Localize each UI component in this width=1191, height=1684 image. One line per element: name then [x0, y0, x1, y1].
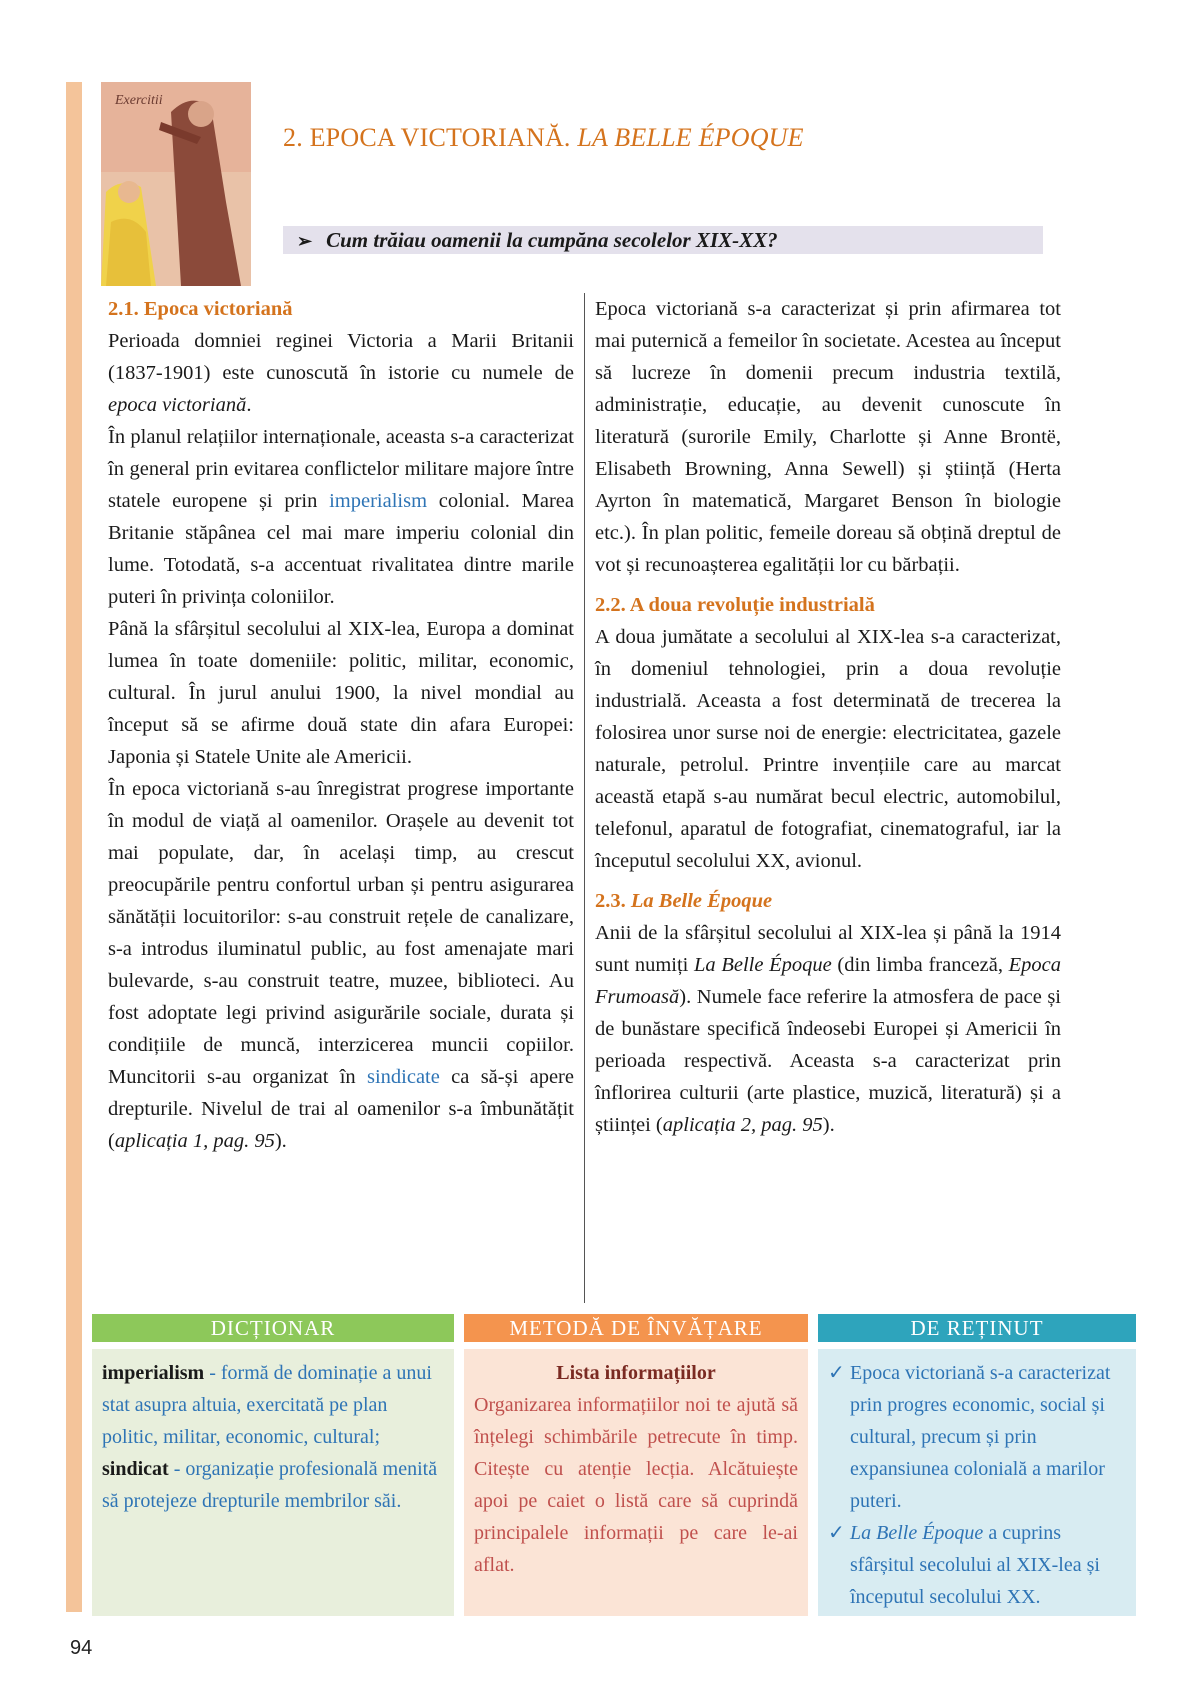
- paragraph: În planul relațiilor internaționale, aceasta s-a caracterizat în general prin evitarea conflictelor militare majore între statele europene și prin imperialism colonial. Marea Britanie stăpânea cel mai mare imperiu colonial din lume. Totodată, s-a accentuat rivalitatea dintre marile puteri în privința coloniilor.: [108, 426, 574, 608]
- paragraph: Perioada domniei reginei Victoria a Marii Britanii (1837-1901) este cunoscută în istorie cu numele de epoca victoriană.: [108, 330, 574, 416]
- lesson-illustration: [101, 82, 251, 286]
- column-divider: [584, 293, 585, 1303]
- keyword-sindicate[interactable]: sindicate: [366, 1066, 440, 1088]
- checkmark-icon: ✓: [828, 1362, 845, 1384]
- learning-method-box: [464, 1314, 808, 1616]
- keyword-imperialism[interactable]: imperialism: [329, 490, 428, 512]
- section-title-industrial-revolution: 2.2. A doua revoluție industrială: [595, 594, 875, 616]
- paragraph: Până la sfârșitul secolului al XIX-lea, Europa a dominat lumea în toate domeniile: politic, militar, economic, cultural. În jurul anului 1900, la nivel mondial au început să se afirme două state din afara Europei: Japonia și Statele Unite ale Americii.: [108, 618, 574, 768]
- illustration-caption: Exercitii: [115, 93, 163, 108]
- poster-illustration-image: [101, 82, 251, 286]
- remember-box: [818, 1314, 1136, 1616]
- learning-method-heading: METODĂ DE ÎNVĂȚARE: [464, 1314, 808, 1342]
- dictionary-box: [92, 1314, 454, 1616]
- paragraph: A doua jumătate a secolului al XIX-lea s-a caracterizat, în domeniul tehnologiei, prin a doua revoluție industrială. Aceasta a fost determinată de trecerea la folosirea unor surse noi de energie: electricitatea, gazele naturale, petrolul. Printre invențiile care au marcat această etapă s-au numărat becul electric, automobilul, telefonul, aparatul de fotografiat, cinematograful, iar la începutul secolului XX, avionul.: [595, 626, 1061, 872]
- remember-item: ✓ La Belle Époque a cuprins sfârșitul secolului al XIX-lea și începutul secolului XX.: [828, 1517, 1126, 1613]
- guiding-question-text: Cum trăiau oamenii la cumpăna secolelor XIX-XX?: [326, 228, 778, 252]
- remember-item: ✓ Epoca victoriană s-a caracterizat prin progres economic, social și cultural, precum și prin expansiunea colonială a marilor puteri.: [828, 1357, 1126, 1517]
- remember-body: [818, 1349, 1136, 1616]
- decorative-side-bar: [66, 82, 82, 1612]
- page-number: 94: [70, 1637, 93, 1659]
- arrow-icon: ➢: [297, 231, 313, 251]
- definition-imperialism: - formă de dominație a unui stat asupra altuia, exercitată pe plan politic, militar, economic, cultural;: [102, 1362, 432, 1448]
- term-imperialism: imperialism: [102, 1362, 205, 1384]
- dictionary-heading: DICȚIONAR: [92, 1314, 454, 1342]
- dictionary-body: [92, 1349, 454, 1616]
- checkmark-icon: ✓: [828, 1522, 845, 1544]
- paragraph: În epoca victoriană s-au înregistrat progrese importante în modul de viață al oamenilor. Orașele au devenit tot mai populate, dar, în același timp, au crescut preocupările pentru confortul urban și pentru asigurarea sănătății locuitorilor: s-au construit rețele de canalizare, s-a introdus iluminatul public, au fost amenajate mari bulevarde, s-au construit teatre, muzee, biblioteci. Au fost adoptate legi privind asigurările sociale, durata și condițiile de muncă, interzicerea muncii copiilor. Muncitorii s-au organizat în sindicate ca să-și apere drepturile. Nivelul de trai al oamenilor s-a îmbunătățit (aplicația 1, pag. 95).: [108, 778, 574, 1152]
- section-title-belle-epoque: 2.3. La Belle Époque: [595, 890, 773, 912]
- learning-method-subtitle: Lista informațiilor: [556, 1362, 716, 1384]
- learning-method-text: Organizarea informațiilor noi te ajută să înțelegi schimbările petrecute în timp. Citește cu atenție lecția. Alcătuiește apoi pe caiet o listă care să cuprindă principalele informații pe care le-ai aflat.: [474, 1394, 798, 1576]
- learning-method-body: [464, 1349, 808, 1616]
- right-column: [595, 293, 1061, 1141]
- definition-sindicat: - organizație profesională menită să protejeze drepturile membrilor săi.: [102, 1458, 438, 1512]
- paragraph: Anii de la sfârșitul secolului al XIX-lea și până la 1914 sunt numiți La Belle Époque (din limba franceză, Epoca Frumoasă). Numele face referire la atmosfera de pace și de bunăstare specifică îndeosebi Europei și Americii în perioada respectivă. Aceasta s-a caracterizat prin înflorirea culturii (arte plastice, muzică, literatură) și a științei (aplicația 2, pag. 95).: [595, 922, 1061, 1136]
- section-title-victorian: 2.1. Epoca victoriană: [108, 298, 293, 320]
- remember-heading: DE REȚINUT: [818, 1314, 1136, 1342]
- left-column: [108, 293, 574, 1157]
- guiding-question: [283, 226, 1043, 254]
- term-sindicat: sindicat: [102, 1458, 169, 1480]
- page-title: 2. EPOCA VICTORIANĂ. LA BELLE ÉPOQUE: [283, 123, 804, 152]
- paragraph: Epoca victoriană s-a caracterizat și prin afirmarea tot mai puternică a femeilor în societate. Acestea au început să lucreze în domenii precum industria textilă, administrație, educație, au devenit cunoscute în literatură (surorile Emily, Charlotte și Anne Brontë, Elisabeth Browning, Anna Sewell) și știință (Herta Ayrton în matematică, Margaret Benson în biologie etc.). În plan politic, femeile doreau să obțină dreptul de vot și recunoașterea egalității lor cu bărbații.: [595, 298, 1061, 576]
